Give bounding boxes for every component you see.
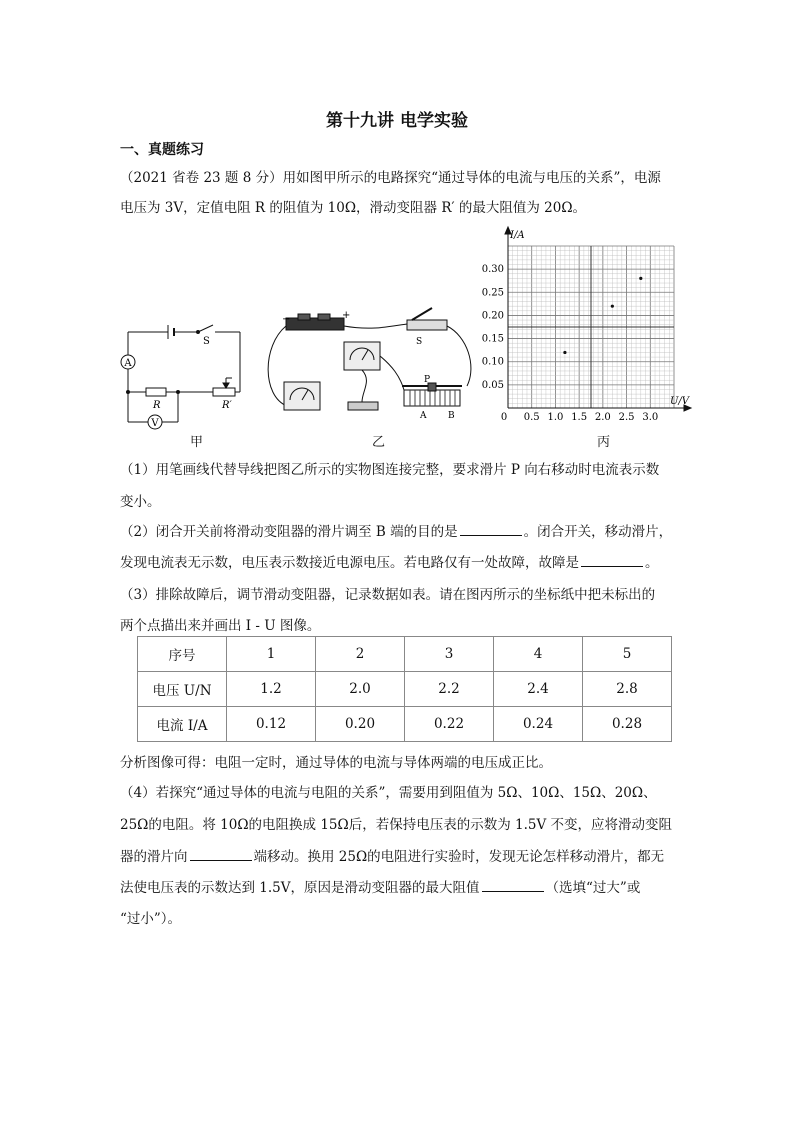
q2-line-2-text-b: 。 [645,555,659,571]
voltmeter-symbol: V [151,418,159,429]
rheostat-end-a: A [420,411,427,421]
q2-line-2 [120,551,659,571]
y-tick-label: 0.05 [481,379,504,391]
q4-line-3-text-a: 器的滑片向 [120,849,188,865]
iu-chart [478,222,700,434]
q4-line-5: “过小”）。 [120,911,182,927]
rheostat-end-b: B [448,411,455,421]
table-cell: 电流 I/A [138,707,227,742]
q2-line-1-text-b: 。闭合开关，移动滑片， [523,524,673,540]
x-tick-label: 1.0 [547,412,564,423]
caption-jia: 甲 [190,435,204,450]
table-cell: 5 [583,637,672,672]
q2-line-1-text-a: （2）闭合开关前将滑动变阻器的滑片调至 B 端的目的是 [120,524,458,540]
table-cell: 0.22 [405,707,494,742]
answer-blank-q2-purpose[interactable] [460,523,522,536]
battery-plus: + [342,310,351,321]
data-point [563,351,566,354]
rheostat-label: R′ [222,400,232,411]
switch-label-jia: S [203,336,210,347]
x-tick-label: 0 [500,412,508,423]
answer-blank-q2-fault[interactable] [581,554,643,567]
table-cell: 3 [405,637,494,672]
y-axis-label: I/A [510,230,525,241]
answer-blank-q4-resistance[interactable] [482,879,544,892]
x-tick-label: 2.0 [594,412,611,423]
table-cell: 0.20 [316,707,405,742]
answer-blank-q4-direction[interactable] [190,848,252,861]
table-cell: 2.0 [316,672,405,707]
ammeter-symbol: A [124,358,132,369]
page-title: 第十九讲 电学实验 [326,111,468,131]
q1-line-1: （1）用笔画线代替导线把图乙所示的实物图连接完整，要求滑片 P 向右移动时电流表示数 [120,462,660,478]
x-tick-label: 1.5 [571,412,588,423]
table-row [138,707,672,742]
q3-line-2: 两个点描出来并画出 I - U 图像。 [120,618,321,634]
resistor-label: R [153,400,161,411]
apparatus-figure-yi [262,306,477,430]
q3-line-1: （3）排除故障后，调节滑动变阻器，记录数据如表。请在图丙所示的坐标纸中把未标出的 [120,587,656,603]
table-cell: 2.8 [583,672,672,707]
q4-line-4-text-b: （选填“过大”或 [545,880,641,896]
table-row [138,672,672,707]
table-cell: 2 [316,637,405,672]
conclusion-text: 分析图像可得：电阻一定时，通过导体的电流与导体两端的电压成正比。 [120,755,552,771]
table-cell: 0.28 [583,707,672,742]
table-cell: 2.2 [405,672,494,707]
table-header-row [138,637,672,672]
intro-line-1: （2021 省卷 23 题 8 分）用如图甲所示的电路探究“通过导体的电流与电压的关系”，电源 [120,170,661,186]
table-cell: 4 [494,637,583,672]
circuit-diagram-jia [118,322,248,432]
x-axis-label: U/V [670,396,690,407]
y-tick-label: 0.15 [481,333,504,345]
data-point [611,305,614,308]
data-point [639,277,642,280]
table-cell: 1 [227,637,316,672]
q2-line-1 [120,520,672,540]
q4-line-4 [120,876,640,896]
x-tick-label: 2.5 [618,412,635,423]
q4-line-3-text-b: 端移动。换用 25Ω的电阻进行实验时，发现无论怎样移动滑片，都无 [253,849,665,865]
q1-line-2: 变小。 [120,494,161,510]
table-cell: 电压 U/N [138,672,227,707]
y-tick-label: 0.30 [481,264,504,276]
y-tick-label: 0.10 [481,356,504,368]
table-cell: 0.24 [494,707,583,742]
y-tick-label: 0.20 [481,310,504,322]
q4-line-1: （4）若探究“通过导体的电流与电阻的关系”，需要用到阻值为 5Ω、10Ω、15Ω、20Ω、 [120,785,657,801]
table-cell: 1.2 [227,672,316,707]
intro-line-2: 电压为 3V，定值电阻 R 的阻值为 10Ω，滑动变阻器 R′ 的最大阻值为 20Ω。 [120,200,587,216]
table-cell: 序号 [138,637,227,672]
switch-label-yi: S [416,337,423,347]
caption-yi: 乙 [372,435,386,450]
battery-minus: − [282,314,291,325]
data-table [137,636,672,742]
table-cell: 2.4 [494,672,583,707]
x-tick-label: 0.5 [523,412,540,423]
y-tick-label: 0.25 [481,287,504,299]
section-heading: 一、真题练习 [120,142,204,158]
q4-line-4-text-a: 法使电压表的示数达到 1.5V，原因是滑动变阻器的最大阻值 [120,880,480,896]
x-tick-label: 3.0 [642,412,659,423]
caption-bing: 丙 [597,435,611,450]
q2-line-2-text-a: 发现电流表无示数，电压表示数接近电源电压。若电路仅有一处故障，故障是 [120,555,579,571]
q4-line-3 [120,845,664,865]
slider-label: P [424,375,431,385]
table-cell: 0.12 [227,707,316,742]
q4-line-2: 25Ω的电阻。将 10Ω的电阻换成 15Ω后，若保持电压表的示数为 1.5V 不变，应将滑动变阻 [120,817,672,833]
